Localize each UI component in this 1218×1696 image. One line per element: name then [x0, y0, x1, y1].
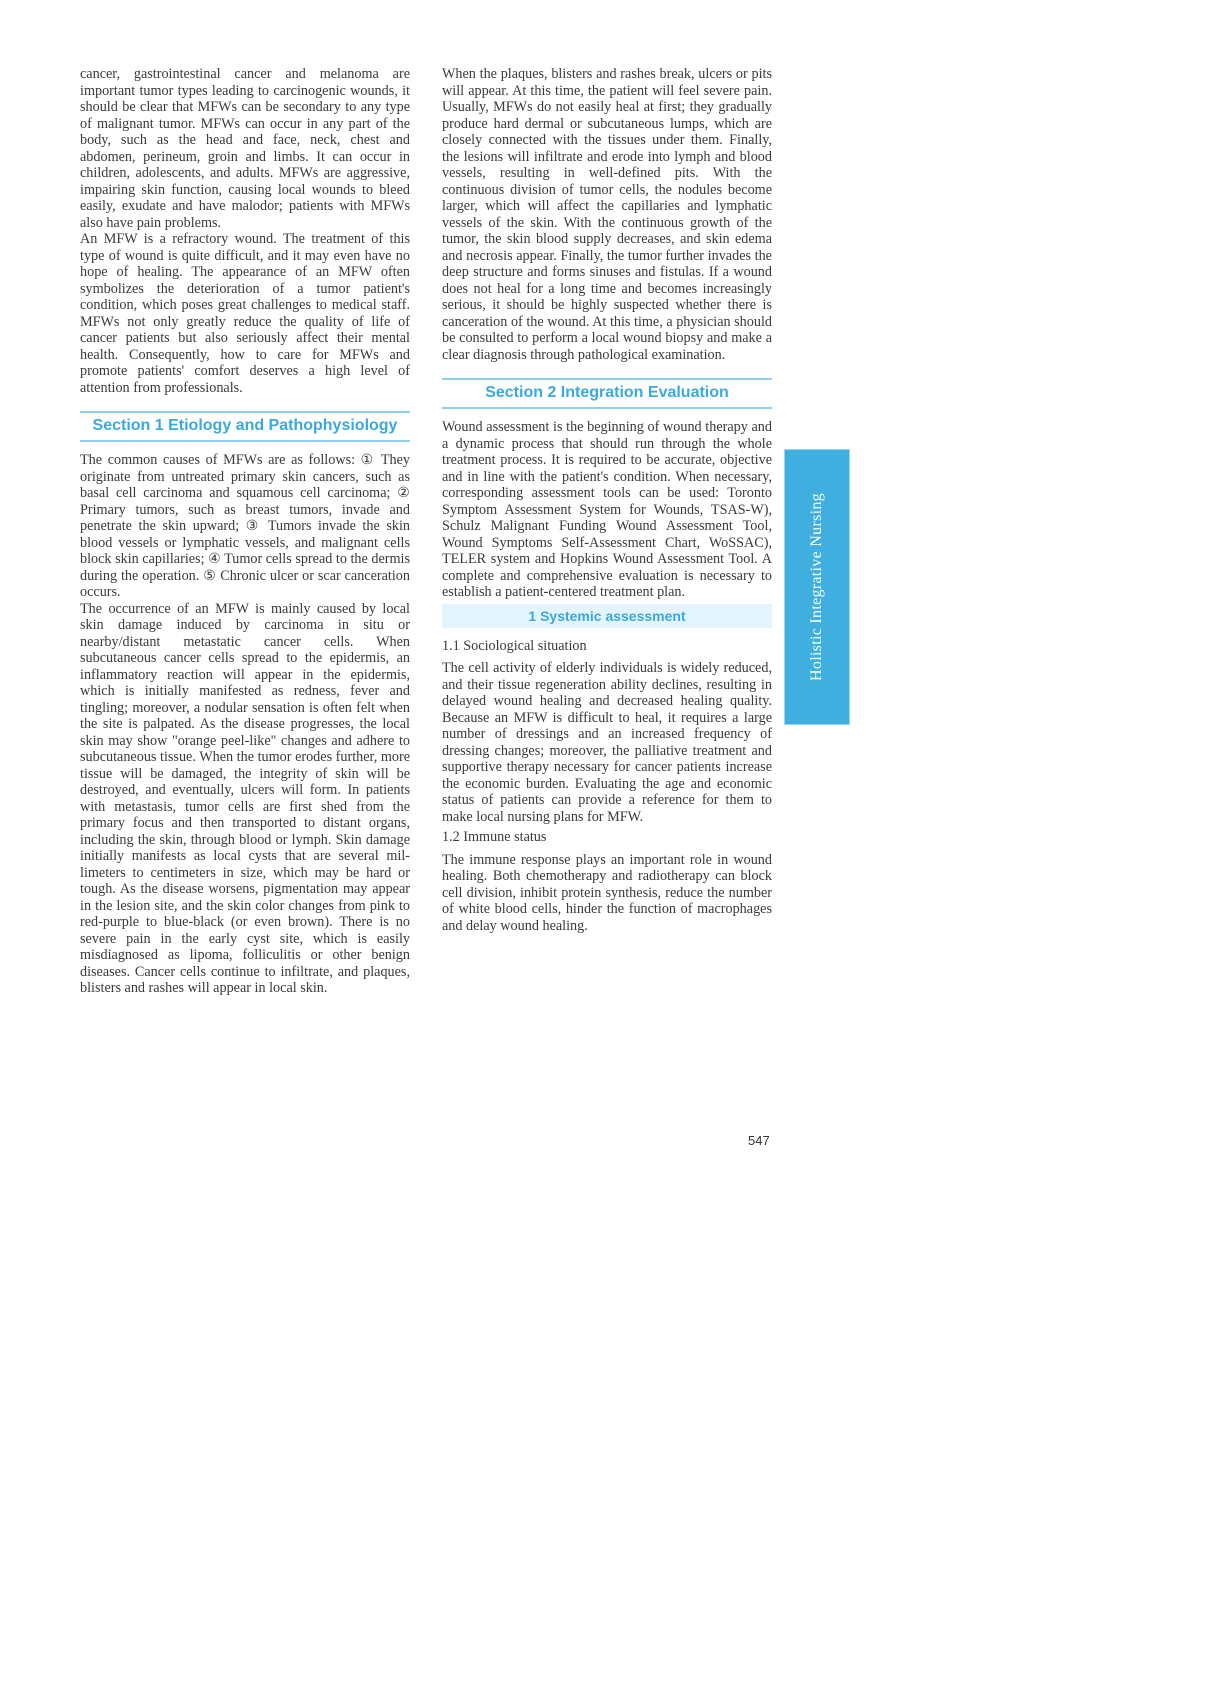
side-tab-label: Holistic Integrative Nursing [808, 493, 826, 681]
body-paragraph: Wound assessment is the beginning of wound therapy and a dynamic process that should run through the whole treatment process. It is required to be accurate, objective and in line with the patient's condition. When necessary, corresponding assessment tools can be used: Toronto Symptom Assessment System for Wounds, TSAS-W), Schulz Malignant Funding Wound Assessment Tool, Wound Symptoms Self-Assessment Chart, WoSSAC), TELER system and Hopkins Wound Assessment Tool. A complete and comprehensive evaluation is necessary to establish a patient-centered treatment plan. [442, 419, 772, 600]
body-paragraph: The occurrence of an MFW is mainly caused by local skin damage induced by carcinoma in situ or nearby/distant metastatic cancer cells. When subcutaneous cancer cells spread to the epidermis, an inflammatory reaction will appear in the epidermis, which is initially manifested as redness, fever and tingling; moreover, a nodular sensation is often felt when the site is palpated. As the disease progresses, the local skin may show "orange peel-like" changes and adhere to subcutaneous tissue. When the tumor erodes further, more tissue will be damaged, the integrity of skin will be destroyed, and eventually, ulcers will form. In patients with metastasis, tumor cells are first shed from the primary focus and then transported to distant organs, including the skin, through blood or lymph. Skin damage initially manifests as local cysts that are several millimeters to centimeters in size, which may be hard or tough. As the disease worsens, pigmentation may appear in the lesion site, and the skin color changes from pink to red-purple to blue-black (or even brown). There is no severe pain in the early cyst site, which is easily misdiagnosed as lipoma, folliculitis or other benign diseases. Cancer cells continue to infiltrate, and plaques, blisters and rashes will appear in local skin. [80, 600, 410, 996]
page-number: 547 [748, 1133, 770, 1148]
chapter-side-tab [784, 449, 850, 725]
section-1-heading: Section 1 Etiology and Pathophysiology [80, 411, 410, 442]
sub-heading-sociological: 1.1 Sociological situation [442, 637, 587, 654]
body-paragraph: The cell activity of elderly individuals is widely reduced, and their tissue regeneration ability declines, resulting in delayed wound healing and decreased healing quality. Because an MFW is difficult to heal, it requires a large number of dressings and an increased frequency of dressing changes; moreover, the palliative treatment and supportive therapy necessary for cancer patients increase the economic burden. Evaluating the age and economic status of patients can provide a reference for them to make local nursing plans for MFW. [442, 660, 772, 825]
subsection-heading: 1 Systemic assessment [442, 604, 772, 628]
left-column [80, 66, 410, 997]
body-paragraph: cancer, gastrointestinal cancer and melanoma are important tumor types leading to carcinogenic wounds, it should be clear that MFWs can be secondary to any type of malignant tumor. MFWs can occur in any part of the body, such as the head and face, neck, chest and abdomen, perineum, groin and limbs. It can occur in children, adolescents, and adults. MFWs are aggressive, impairing skin function, causing local wounds to bleed easily, exudate and have malodor; patients with MFWs also have pain problems. [80, 66, 410, 231]
section-2-heading: Section 2 Integration Evaluation [442, 378, 772, 409]
body-paragraph: When the plaques, blisters and rashes break, ulcers or pits will appear. At this time, the patient will feel severe pain. Usually, MFWs do not easily heal at first; they gradually produce hard dermal or subcutaneous lumps, which are closely connected with the tissues under them. Finally, the lesions will infiltrate and erode into lymph and blood vessels, resulting in well-defined pits. With the continuous division of tumor cells, the nodules become larger, which will affect the capillaries and lymphatic vessels of the skin. With the continuous growth of the tumor, the skin blood supply decreases, and skin edema and necrosis appear. Finally, the tumor further invades the deep structure and forms sinuses and fistulas. If a wound does not heal for a long time and becomes increasingly serious, it should be highly suspected whether there is canceration of the wound. At this time, a physician should be consulted to perform a local wound biopsy and make a clear diagnosis through pathological examination. [442, 66, 772, 363]
body-paragraph: An MFW is a refractory wound. The treatment of this type of wound is quite difficult, and it may even have no hope of healing. The appearance of an MFW often symbolizes the deterioration of a tumor patient's condition, which poses great challenges to medical staff. MFWs not only greatly reduce the quality of life of cancer patients but also seriously affect their mental health. Consequently, how to care for MFWs and promote patients' comfort deserves a high level of attention from professionals. [80, 231, 410, 396]
sub-heading-immune: 1.2 Immune status [442, 829, 547, 845]
body-paragraph: The immune response plays an important role in wound healing. Both chemotherapy and radiotherapy can block cell division, inhibit protein synthesis, reduce the number of white blood cells, hinder the function of macrophages and delay wound healing. [442, 851, 772, 934]
right-column [442, 66, 772, 934]
body-paragraph: The common causes of MFWs are as follows: ① They originate from untreated primary skin cancers, such as basal cell carcinoma and squamous cell carcinoma; ② Primary tumors, such as breast tumors, invade and penetrate the skin upward; ③ Tumors invade the skin blood vessels or lymphatic vessels, and malignant cells block skin capillaries; ④ Tumor cells spread to the dermis during the operation. ⑤ Chronic ulcer or scar canceration occurs. [80, 452, 410, 600]
